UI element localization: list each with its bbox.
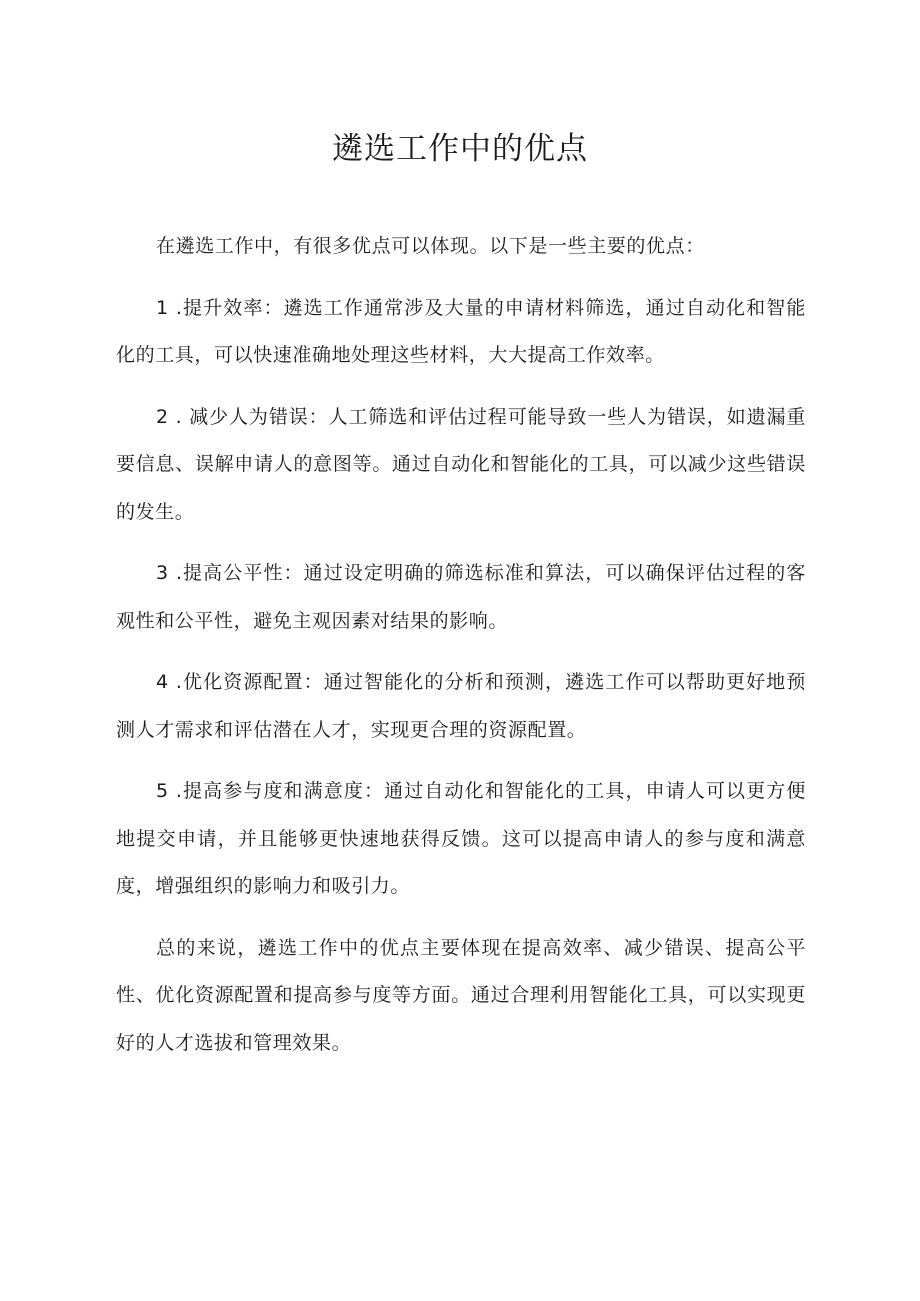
document-body <box>116 223 806 1081</box>
document-title: 遴选工作中的优点 <box>332 131 588 167</box>
point-3-paragraph: 3 .提高公平性：通过设定明确的筛选标准和算法，可以确保评估过程的客观性和公平性，避免主观因素对结果的影响。 <box>116 562 806 632</box>
point-2-paragraph: 2 . 减少人为错误：人工筛选和评估过程可能导致一些人为错误，如遗漏重要信息、误解申请人的意图等。通过自动化和智能化的工具，可以减少这些错误的发生。 <box>116 405 806 523</box>
conclusion-paragraph: 总的来说，遴选工作中的优点主要体现在提高效率、减少错误、提高公平性、优化资源配置和提高参与度等方面。通过合理利用智能化工具，可以实现更好的人才选拔和管理效果。 <box>116 936 806 1054</box>
intro-paragraph: 在遴选工作中，有很多优点可以体现。以下是一些主要的优点： <box>156 235 705 257</box>
point-1-paragraph: 1 .提升效率：遴选工作通常涉及大量的申请材料筛选，通过自动化和智能化的工具，可以快速准确地处理这些材料，大大提高工作效率。 <box>116 296 806 366</box>
point-5-paragraph: 5 .提高参与度和满意度：通过自动化和智能化的工具，申请人可以更方便地提交申请，并且能够更快速地获得反馈。这可以提高申请人的参与度和满意度，增强组织的影响力和吸引力。 <box>116 780 806 897</box>
point-4-paragraph: 4 .优化资源配置：通过智能化的分析和预测，遴选工作可以帮助更好地预测人才需求和评估潜在人才，实现更合理的资源配置。 <box>116 671 806 741</box>
